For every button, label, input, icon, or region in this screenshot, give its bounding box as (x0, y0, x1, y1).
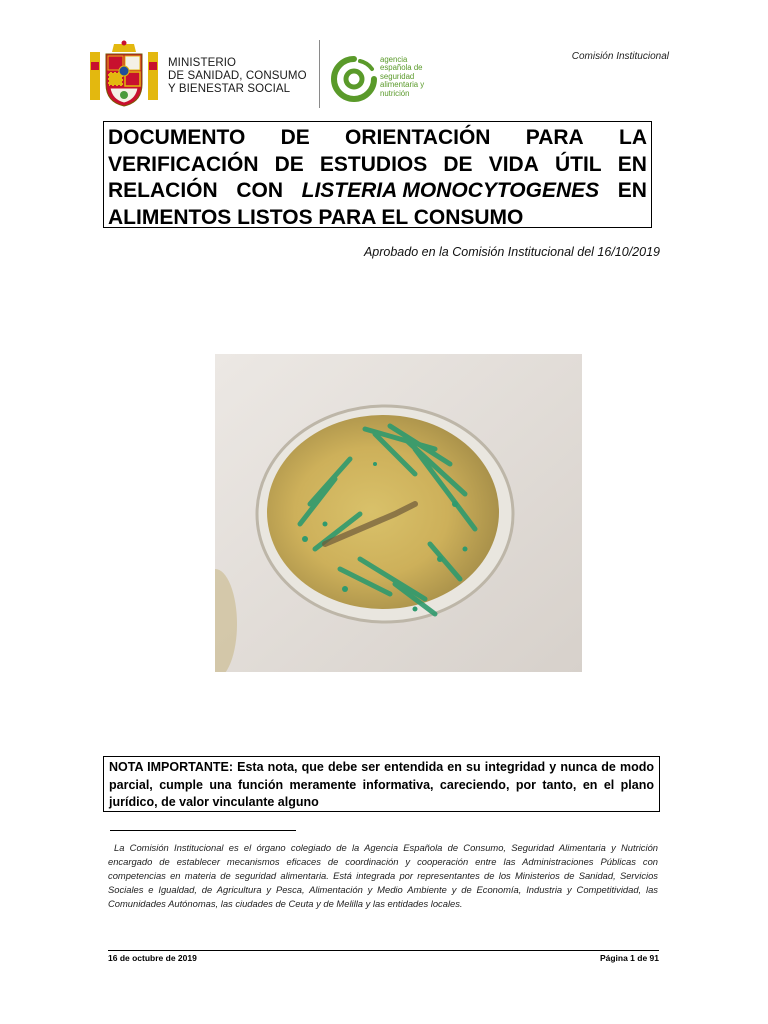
title-word: ÚTIL (554, 152, 602, 176)
footnote-rule (110, 830, 296, 831)
title-word: EN (617, 179, 647, 202)
title-line-4 (108, 205, 647, 232)
important-note (103, 756, 660, 812)
document-title (103, 121, 652, 228)
title-word: EN (617, 152, 647, 176)
ministry-line-2: DE SANIDAD, CONSUMO (168, 70, 307, 82)
ministry-name (168, 57, 307, 96)
header-commission-label: Comisión Institucional (571, 51, 669, 62)
title-line-3 (108, 178, 647, 205)
title-word: VERIFICACIÓN (108, 152, 259, 176)
title-word: PARA (525, 126, 584, 149)
note-text: Esta nota, que debe ser entendida en su integridad y nunca de modo parcial, cumple una función meramente informativa, careciendo, por tanto, en el plano jurídico, de valor vinculante alguno (109, 760, 654, 809)
title-word: DOCUMENTO (108, 126, 246, 149)
title-word: DE (443, 152, 473, 176)
ministry-line-1: MINISTERIO (168, 57, 237, 69)
agency-line-5: nutrición (380, 88, 410, 98)
title-organism: LISTERIA MONOCYTOGENES (301, 179, 600, 202)
footer-rule (108, 950, 659, 951)
title-word: DE (274, 152, 304, 176)
title-word: VIDA (488, 152, 539, 176)
title-word: CON (236, 179, 283, 202)
title-line-2 (108, 152, 647, 179)
title-line-4-text: ALIMENTOS LISTOS PARA EL CONSUMO (108, 205, 524, 229)
footer-page-number: Página 1 de 91 (599, 953, 659, 963)
header-divider (319, 40, 320, 108)
title-word: ORIENTACIÓN (345, 126, 491, 149)
petri-dish-photo (215, 354, 582, 672)
agency-line-1: agencia (380, 55, 408, 64)
title-word: LA (619, 126, 647, 149)
title-word: RELACIÓN (108, 179, 218, 202)
footnote-text: La Comisión Institucional es el órgano colegiado de la Agencia Española de Consumo, Seguridad Alimentaria y Nutrición encargado de establecer mecanismos eficaces de coordinación y cooperación entre las Administraciones Públicas con competencias en materia de seguridad alimentaria. Está integrada por representantes de los Ministerios de Sanidad, Servicios Sociales e Igualdad, de Agricultura y Pesca, Alimentación y Medio Ambiente y de Economía, Industria y Competitividad, las Comunidades Autónomas, las ciudades de Ceuta y de Melilla y las entidades locales. (108, 842, 658, 909)
aesan-logo (330, 55, 378, 103)
footer-date: 16 de octubre de 2019 (108, 953, 197, 963)
agency-line-3: seguridad (380, 71, 415, 81)
pillar-right (148, 52, 158, 100)
agency-line-2: española de (380, 63, 423, 73)
title-word: DE (280, 126, 310, 149)
spain-coat-of-arms-logo (88, 40, 160, 112)
note-label: NOTA IMPORTANTE: (109, 760, 234, 774)
title-line-1 (108, 125, 647, 152)
agency-name (380, 56, 424, 98)
ministry-line-3: Y BIENESTAR SOCIAL (168, 83, 291, 95)
agency-line-4: alimentaria y (380, 80, 425, 90)
pillar-left (90, 52, 100, 100)
title-word: ESTUDIOS (319, 152, 428, 176)
approval-note: Aprobado en la Comisión Institucional del 16/10/2019 (363, 245, 660, 259)
